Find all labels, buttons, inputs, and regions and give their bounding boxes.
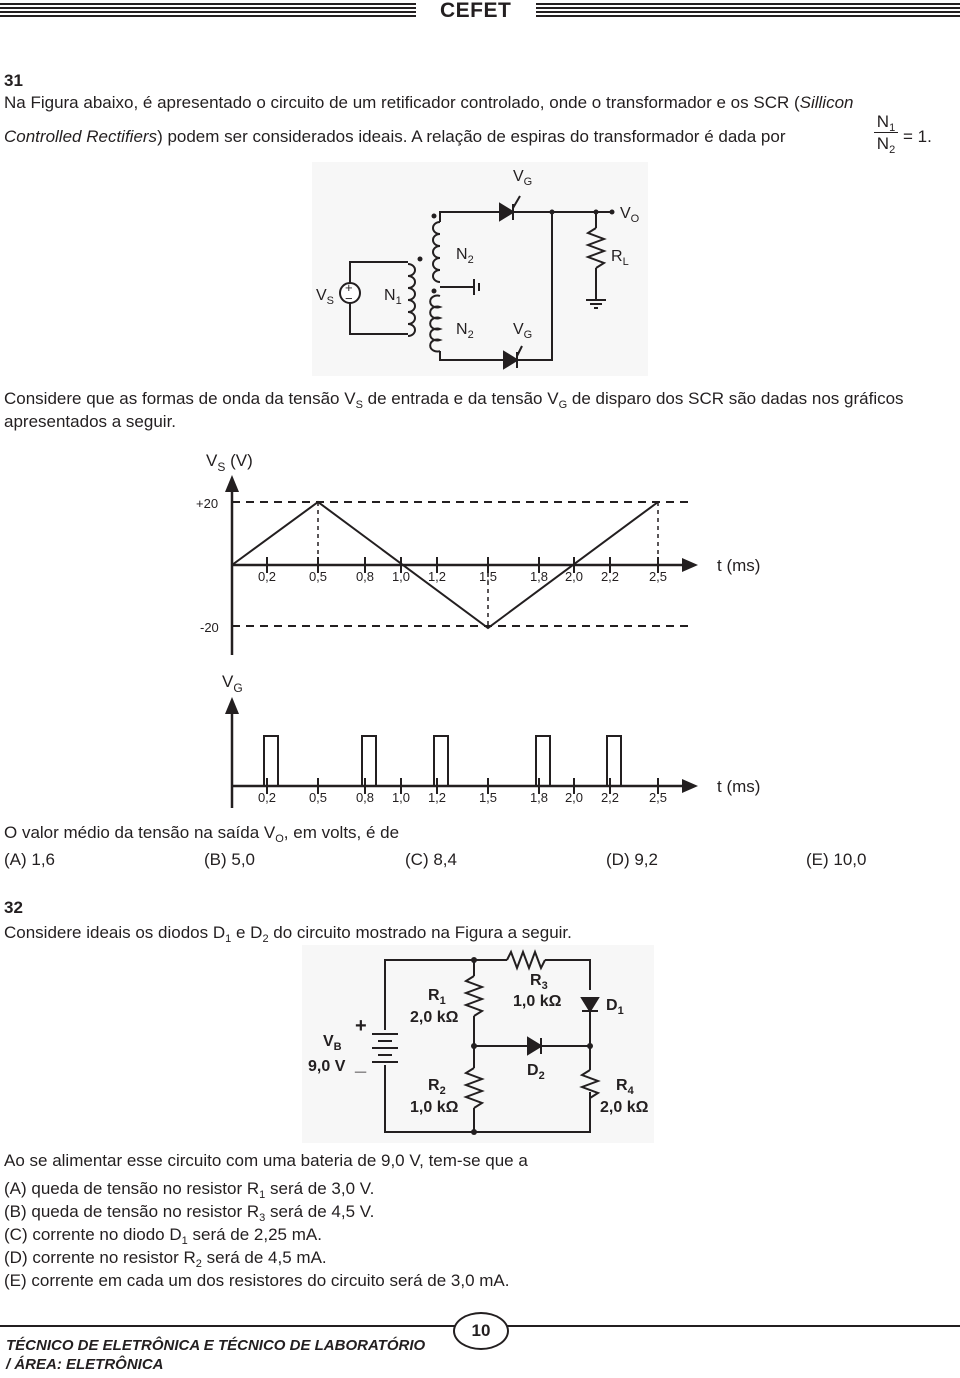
- vs-ytick-top: +20: [196, 496, 219, 511]
- q32-option-c[interactable]: (C) corrente no diodo $D_1$ será de 2,25 mA.: [4, 1225, 322, 1247]
- q31-option-c[interactable]: (C) 8,4: [405, 850, 457, 869]
- page-number: 10: [453, 1312, 509, 1350]
- q32-option-a[interactable]: (A) queda de tensão no resistor $R_1$ será de 3,0 V.: [4, 1179, 375, 1201]
- q31-option-a[interactable]: (A) 1,6: [4, 850, 56, 869]
- vg-tick-label: 2,2: [600, 790, 620, 805]
- vg-axis-label: $V_G$: [222, 672, 243, 695]
- label-r4: $R_4$: [616, 1077, 634, 1097]
- label-n2-top: $N_2$: [456, 246, 474, 266]
- q31-consider-line2: apresentados a seguir.: [4, 412, 177, 431]
- q31-consider-line1: Considere que as formas de onda da tensão $V_S$ de entrada e da tensão $V_G$ de disparo dos SCR são dadas nos gráficos: [4, 389, 904, 411]
- label-r4-value: 2,0 kΩ: [600, 1099, 649, 1116]
- label-n2-bottom: $N_2$: [456, 321, 474, 341]
- vg-tick-label: 2,5: [648, 790, 668, 805]
- q32-option-e[interactable]: (E) corrente em cada um dos resistores do circuito será de 3,0 mA.: [4, 1271, 510, 1290]
- vs-tick-label: 2,2: [600, 569, 620, 584]
- vs-tick-label: 0,5: [308, 569, 328, 584]
- label-source-plus: +: [345, 280, 353, 295]
- q32-number: 32: [4, 898, 23, 917]
- label-d2: $D_2$: [527, 1062, 545, 1082]
- q31-option-b[interactable]: (B) 5,0: [204, 850, 256, 869]
- vg-tick-label: 0,5: [308, 790, 328, 805]
- q31-question: O valor médio da tensão na saída $V_O$, em volts, é de: [4, 823, 400, 845]
- label-vo: $V_O$: [620, 205, 640, 225]
- q31-option-d[interactable]: (D) 9,2: [606, 850, 658, 869]
- q32-intro: Considere ideais os diodos $D_1$ e $D_2$ do circuito mostrado na Figura a seguir.: [4, 923, 572, 945]
- label-vb: $V_B$: [323, 1033, 342, 1053]
- vg-xaxis-label: t (ms): [717, 777, 761, 796]
- header-rule-right: [536, 3, 960, 17]
- vs-tick-label: 0,2: [257, 569, 277, 584]
- diode-circuit-figure: [302, 945, 654, 1143]
- q31-number: 31: [4, 71, 23, 90]
- label-vs: $V_S$: [316, 287, 335, 307]
- label-battery-minus: _: [355, 1053, 367, 1075]
- q31-option-e[interactable]: (E) 10,0: [806, 850, 867, 869]
- vs-tick-label: 2,0: [564, 569, 584, 584]
- vs-ytick-bottom: -20: [200, 620, 219, 635]
- header-rule-left: [0, 3, 416, 17]
- rectifier-circuit-figure: [312, 162, 648, 376]
- vg-tick-label: 0,2: [257, 790, 277, 805]
- footer-course-line2: / ÁREA: ELETRÔNICA: [6, 1356, 164, 1373]
- vg-pulse-chart: [190, 665, 780, 815]
- vs-axis-label: $V_S$ (V): [206, 451, 253, 474]
- q31-intro-line1: Na Figura abaixo, é apresentado o circuito de um retificador controlado, onde o transformador e os SCR (Sillicon: [4, 93, 854, 112]
- label-source-minus: −: [345, 291, 353, 306]
- label-r1-value: 2,0 kΩ: [410, 1009, 459, 1026]
- label-n1: $N_1$: [384, 287, 402, 307]
- header-title: CEFET: [440, 0, 512, 22]
- vg-tick-label: 2,0: [564, 790, 584, 805]
- q32-prompt: Ao se alimentar esse circuito com uma bateria de 9,0 V, tem-se que a: [4, 1151, 528, 1170]
- vg-tick-label: 1,5: [478, 790, 498, 805]
- turns-ratio-fraction: $N_1$ $N_2$: [874, 112, 898, 155]
- vg-tick-label: 1,2: [427, 790, 447, 805]
- label-vg-bottom: $V_G$: [513, 321, 533, 341]
- label-r2-value: 1,0 kΩ: [410, 1099, 459, 1116]
- vs-tick-label: 1,5: [478, 569, 498, 584]
- vs-tick-label: 1,2: [427, 569, 447, 584]
- label-battery-plus: +: [355, 1015, 367, 1037]
- label-r3: $R_3$: [530, 972, 548, 992]
- vg-tick-label: 1,0: [391, 790, 411, 805]
- label-vb-value: 9,0 V: [308, 1058, 346, 1075]
- label-r1: $R_1$: [428, 987, 446, 1007]
- label-vg-top: $V_G$: [513, 168, 533, 188]
- turns-ratio-equals: = 1.: [903, 127, 932, 146]
- vs-waveform-chart: [190, 445, 780, 660]
- q32-option-d[interactable]: (D) corrente no resistor $R_2$ será de 4,5 mA.: [4, 1248, 327, 1270]
- vg-tick-label: 1,8: [529, 790, 549, 805]
- q32-option-b[interactable]: (B) queda de tensão no resistor $R_3$ será de 4,5 V.: [4, 1202, 375, 1224]
- vg-tick-label: 0,8: [355, 790, 375, 805]
- vs-xaxis-label: t (ms): [717, 556, 761, 575]
- label-d1: $D_1$: [606, 997, 624, 1017]
- label-r2: $R_2$: [428, 1077, 446, 1097]
- label-r3-value: 1,0 kΩ: [513, 993, 562, 1010]
- footer-course-line1: TÉCNICO DE ELETRÔNICA E TÉCNICO DE LABORATÓRIO: [6, 1337, 426, 1354]
- label-rl: $R_L$: [611, 248, 629, 268]
- vs-tick-label: 0,8: [355, 569, 375, 584]
- vs-tick-label: 2,5: [648, 569, 668, 584]
- q31-intro-line2: Controlled Rectifiers) podem ser considerados ideais. A relação de espiras do transformador é dada por: [4, 127, 786, 146]
- vs-tick-label: 1,8: [529, 569, 549, 584]
- vs-tick-label: 1,0: [391, 569, 411, 584]
